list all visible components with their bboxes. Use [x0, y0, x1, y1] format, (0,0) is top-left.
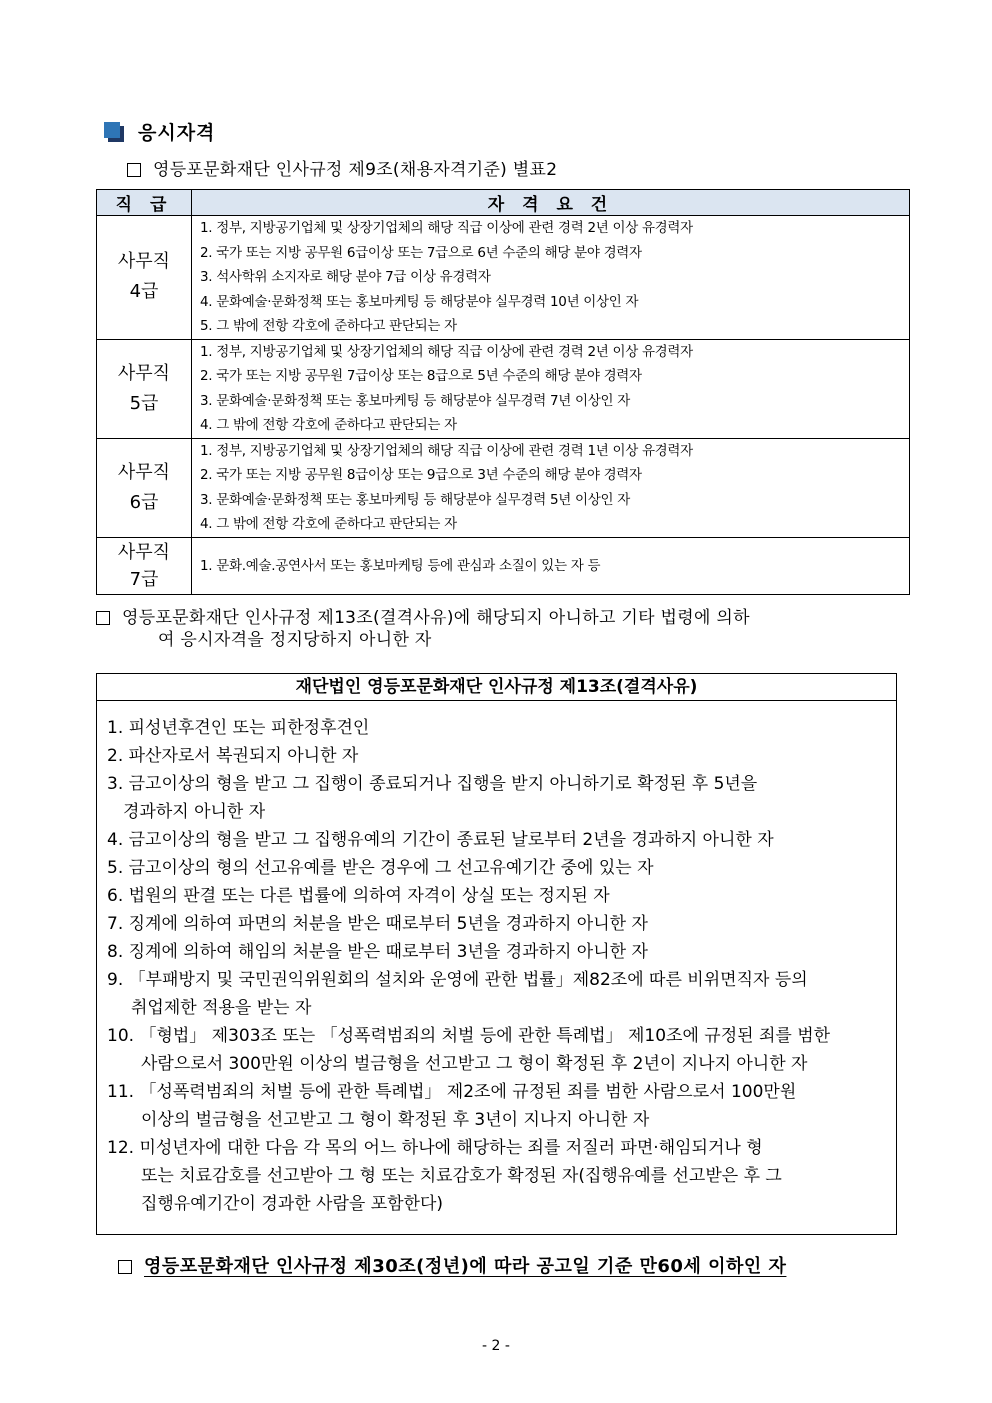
list-item: 사람으로서 300만원 이상의 벌금형을 선고받고 그 형이 확정된 후 2년이 지나지 아니한 자	[141, 1054, 808, 1074]
disqualification-box	[96, 673, 897, 1235]
list-item: 7. 징계에 의하여 파면의 처분을 받은 때로부터 5년을 경과하지 아니한 자	[107, 914, 648, 934]
table-row	[97, 339, 910, 438]
list-item: 4. 금고이상의 형을 받고 그 집행유예의 기간이 종료된 날로부터 2년을 경과하지 아니한 자	[107, 830, 774, 850]
requirements-cell: 1. 정부, 지방공기업체 및 상장기업체의 해당 직급 이상에 관련 경력 1년 이상 유경력자 2. 국가 또는 지방 공무원 8급이상 또는 9급으로 3년 수준의 해당 분야 경력자 3. 문화예술·문화정책 또는 홍보마케팅 등 해당분야 실무경력 5년 이상인 자 4. 그 밖에 전항 각호에 준하다고 판단되는 자	[192, 438, 910, 537]
rank-cell: 사무직 6급	[97, 438, 192, 537]
rank-cell: 사무직 7급	[97, 537, 192, 594]
checkbox-icon	[118, 1260, 132, 1274]
list-item: 6. 법원의 판결 또는 다른 법률에 의하여 자격이 상실 또는 정지된 자	[107, 886, 610, 906]
list-item: 10. 「형법」 제303조 또는 「성폭력범죄의 처벌 등에 관한 특례법」 제10조에 규정된 죄를 범한	[107, 1026, 831, 1046]
requirements-cell: 1. 정부, 지방공기업체 및 상장기업체의 해당 직급 이상에 관련 경력 2년 이상 유경력자 2. 국가 또는 지방 공무원 7급이상 또는 8급으로 5년 수준의 해당 분야 경력자 3. 문화예술·문화정책 또는 홍보마케팅 등 해당분야 실무경력 7년 이상인 자 4. 그 밖에 전항 각호에 준하다고 판단되는 자	[192, 339, 910, 438]
checkbox-icon	[96, 611, 110, 625]
qualification-table	[96, 189, 910, 595]
list-item: 3. 금고이상의 형을 받고 그 집행이 종료되거나 집행을 받지 아니하기로 확정된 후 5년을	[107, 774, 758, 794]
requirements-cell: 1. 정부, 지방공기업체 및 상장기업체의 해당 직급 이상에 관련 경력 2년 이상 유경력자 2. 국가 또는 지방 공무원 6급이상 또는 7급으로 6년 수준의 해당 분야 경력자 3. 석사학위 소지자로 해당 분야 7급 이상 유경력자 4. 문화예술·문화정책 또는 홍보마케팅 등 해당분야 실무경력 10년 이상인 자 5. 그 밖에 전항 각호에 준하다고 판단되는 자	[192, 216, 910, 340]
list-item: 또는 치료감호를 선고받아 그 형 또는 치료감호가 확정된 자(집행유예를 선고받은 후 그	[141, 1166, 782, 1186]
table-row	[97, 537, 910, 594]
list-item: 9. 「부패방지 및 국민권익위원회의 설치와 운영에 관한 법률」제82조에 따른 비위면직자 등의	[107, 970, 808, 990]
disqualification-list	[107, 714, 830, 1218]
list-item: 경과하지 아니한 자	[123, 802, 266, 822]
list-item: 5. 금고이상의 형의 선고유예를 받은 경우에 그 선고유예기간 중에 있는 자	[107, 858, 654, 878]
header-requirements: 자 격 요 건	[192, 190, 910, 216]
list-item: 취업제한 적용을 받는 자	[131, 998, 312, 1018]
list-item: 이상의 벌금형을 선고받고 그 형이 확정된 후 3년이 지나지 아니한 자	[141, 1110, 650, 1130]
retirement-rule: 영등포문화재단 인사규정 제30조(정년)에 따라 공고일 기준 만60세 이하인 자	[118, 1252, 786, 1278]
section-title: 응시자격	[138, 122, 216, 144]
square-bullet-icon	[104, 122, 124, 142]
list-item: 12. 미성년자에 대한 다음 각 목의 어느 하나에 해당하는 죄를 저질러 파면·해임되거나 형	[107, 1138, 763, 1158]
list-item: 1. 피성년후견인 또는 피한정후견인	[107, 718, 370, 738]
list-item: 2. 파산자로서 복권되지 아니한 자	[107, 746, 359, 766]
rule9-text: 영등포문화재단 인사규정 제9조(채용자격기준) 별표2	[153, 160, 558, 180]
table-header-row	[97, 190, 910, 216]
disqualification-title: 재단법인 영등포문화재단 인사규정 제13조(결격사유)	[97, 674, 896, 701]
table-row	[97, 216, 910, 340]
header-rank: 직 급	[97, 190, 192, 216]
list-item: 11. 「성폭력범죄의 처벌 등에 관한 특례법」 제2조에 규정된 죄를 범한 사람으로서 100만원	[107, 1082, 797, 1102]
section-heading	[104, 118, 215, 145]
list-item: 집행유예기간이 경과한 사람을 포함한다)	[141, 1194, 444, 1214]
checkbox-icon	[127, 163, 141, 177]
rule13-intro: 영등포문화재단 인사규정 제13조(결격사유)에 해당되지 아니하고 기타 법령에 의하 여 응시자격을 정지당하지 아니한 자	[96, 607, 901, 651]
rule9-line	[127, 155, 557, 180]
rank-cell: 사무직 5급	[97, 339, 192, 438]
requirements-cell: 1. 문화.예술.공연사서 또는 홍보마케팅 등에 관심과 소질이 있는 자 등	[192, 537, 910, 594]
list-item: 8. 징계에 의하여 해임의 처분을 받은 때로부터 3년을 경과하지 아니한 자	[107, 942, 648, 962]
rank-cell: 사무직 4급	[97, 216, 192, 340]
table-row	[97, 438, 910, 537]
page-number: - 2 -	[482, 1338, 510, 1354]
